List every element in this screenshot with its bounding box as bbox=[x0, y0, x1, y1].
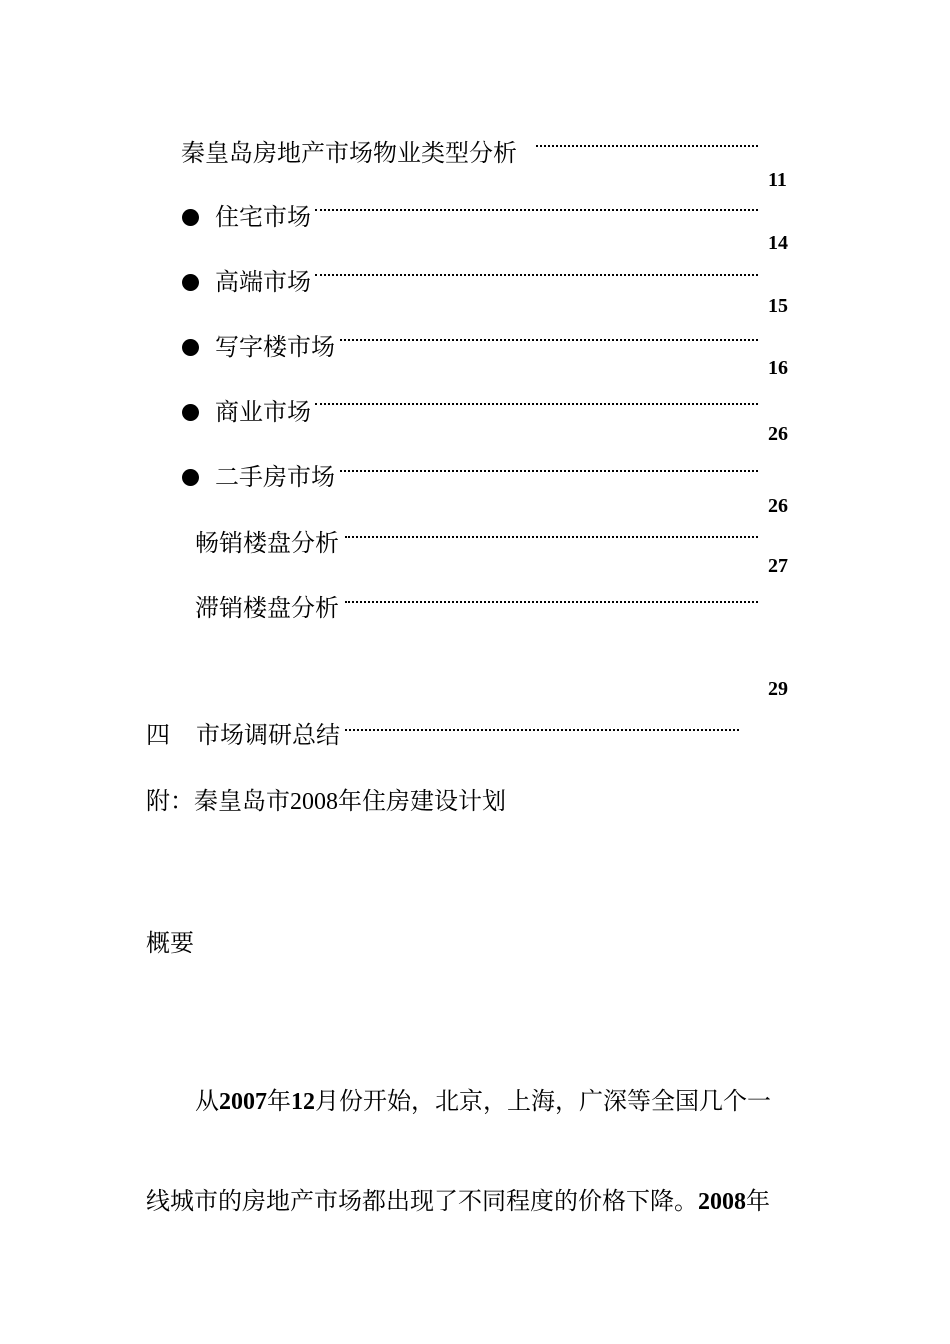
toc-entry-title[interactable]: 写字楼市场 bbox=[215, 333, 335, 361]
toc-page-number: 14 bbox=[768, 232, 788, 254]
toc-leader-dots bbox=[340, 339, 758, 341]
toc-page-number: 15 bbox=[768, 295, 788, 317]
bullet-icon bbox=[182, 274, 199, 291]
appendix-prefix: 附：秦皇岛市 bbox=[146, 787, 290, 815]
toc-leader-dots bbox=[536, 145, 758, 147]
toc-page-number: 27 bbox=[768, 555, 788, 577]
summary-heading: 概要 bbox=[146, 929, 194, 957]
bullet-icon bbox=[182, 469, 199, 486]
toc-page-number: 16 bbox=[768, 357, 788, 379]
paragraph-number: 2007 bbox=[219, 1089, 267, 1115]
section-four-title[interactable]: 市场调研总结 bbox=[196, 721, 340, 749]
toc-page-number: 11 bbox=[768, 169, 787, 191]
toc-leader-dots bbox=[315, 209, 758, 211]
toc-leader-dots bbox=[345, 729, 739, 731]
toc-entry-title[interactable]: 秦皇岛房地产市场物业类型分析 bbox=[181, 139, 517, 167]
paragraph-text: 月份开始，北京，上海，广深等全国几个一 bbox=[315, 1087, 771, 1115]
appendix-suffix: 年住房建设计划 bbox=[338, 787, 506, 815]
bullet-icon bbox=[182, 339, 199, 356]
paragraph-text: 年 bbox=[267, 1087, 291, 1115]
appendix-year: 2008 bbox=[290, 789, 338, 815]
paragraph-line-1 bbox=[195, 1086, 771, 1117]
toc-leader-dots bbox=[340, 470, 758, 472]
toc-entry-title[interactable]: 高端市场 bbox=[215, 268, 311, 296]
paragraph-text: 年 bbox=[746, 1187, 770, 1215]
section-four-number: 四 bbox=[146, 721, 170, 749]
paragraph-number: 2008 bbox=[698, 1189, 746, 1215]
toc-leader-dots bbox=[345, 601, 758, 603]
paragraph-line-2 bbox=[146, 1186, 770, 1217]
toc-page-number: 29 bbox=[768, 678, 788, 700]
bullet-icon bbox=[182, 404, 199, 421]
toc-entry-title[interactable]: 滞销楼盘分析 bbox=[195, 594, 339, 622]
toc-page-number: 26 bbox=[768, 423, 788, 445]
paragraph-text: 线城市的房地产市场都出现了不同程度的价格下降。 bbox=[146, 1187, 698, 1215]
toc-leader-dots bbox=[315, 403, 758, 405]
toc-entry-title[interactable]: 畅销楼盘分析 bbox=[195, 529, 339, 557]
paragraph-number: 12 bbox=[291, 1089, 315, 1115]
toc-page-number: 26 bbox=[768, 495, 788, 517]
appendix-line bbox=[146, 786, 506, 817]
toc-leader-dots bbox=[345, 536, 758, 538]
toc-entry-title[interactable]: 二手房市场 bbox=[215, 463, 335, 491]
toc-leader-dots bbox=[315, 274, 758, 276]
toc-entry-title[interactable]: 住宅市场 bbox=[215, 203, 311, 231]
toc-entry-title[interactable]: 商业市场 bbox=[215, 398, 311, 426]
paragraph-text: 从 bbox=[195, 1087, 219, 1115]
bullet-icon bbox=[182, 209, 199, 226]
